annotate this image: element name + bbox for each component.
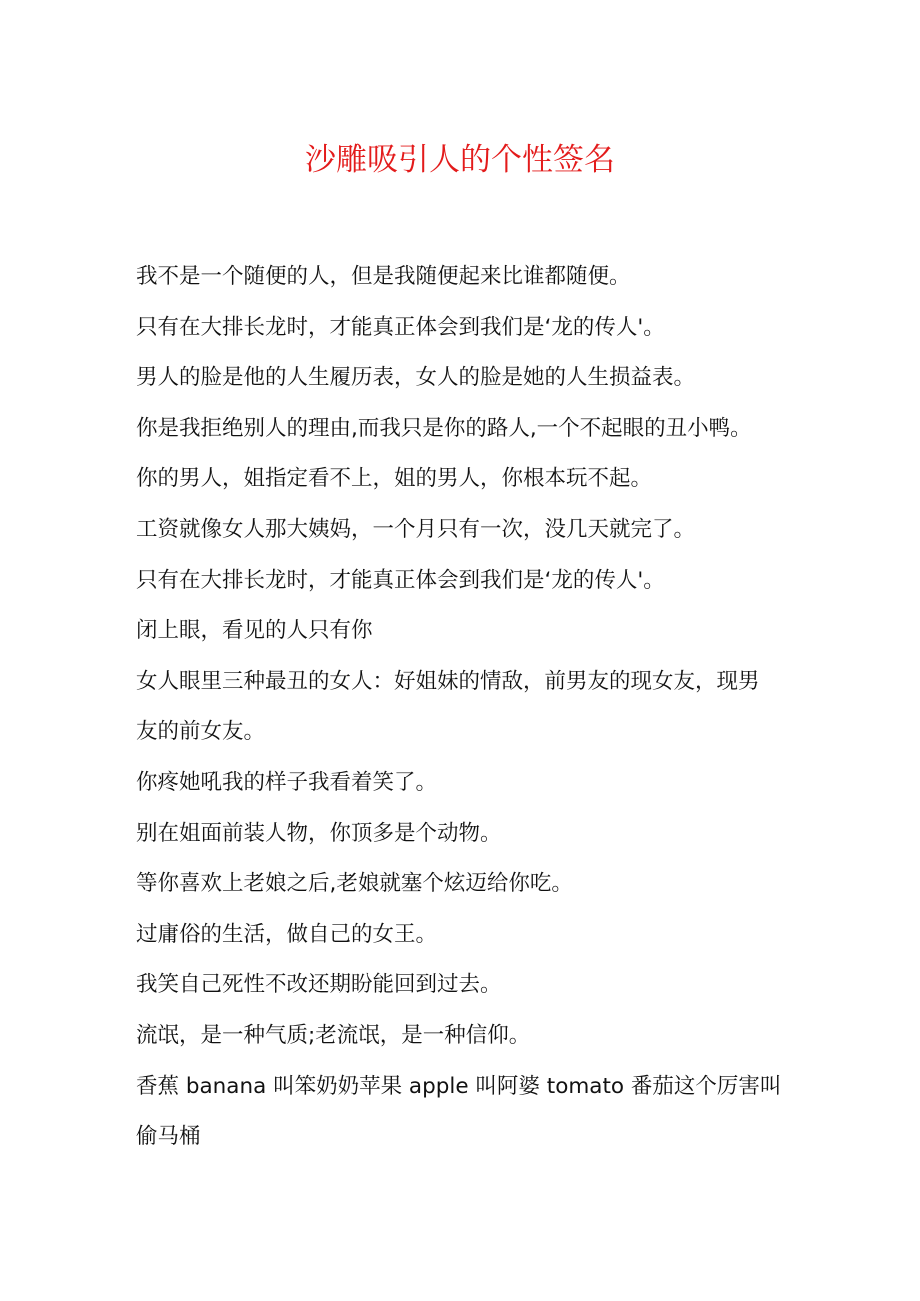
text-line: 只有在大排长龙时，才能真正体会到我们是‘龙的传人'。	[136, 567, 665, 593]
text-line: 只有在大排长龙时，才能真正体会到我们是‘龙的传人'。	[136, 314, 665, 340]
text-line: 你的男人，姐指定看不上，姐的男人，你根本玩不起。	[136, 466, 653, 492]
text-line: 我笑自己死性不改还期盼能回到过去。	[136, 972, 502, 998]
text-line: 工资就像女人那大姨妈，一个月只有一次，没几天就完了。	[136, 516, 696, 542]
text-line: 男人的脸是他的人生履历表，女人的脸是她的人生损益表。	[136, 365, 696, 391]
text-line: 你是我拒绝别人的理由,而我只是你的路人,一个不起眼的丑小鸭。	[136, 415, 752, 441]
text-line: 等你喜欢上老娘之后,老娘就塞个炫迈给你吃。	[136, 871, 573, 897]
document-body	[136, 252, 786, 1163]
text-line: 你疼她吼我的样子我看着笑了。	[136, 769, 438, 795]
document-title: 沙雕吸引人的个性签名	[305, 142, 615, 178]
text-line: 流氓，是一种气质;老流氓，是一种信仰。	[136, 1022, 531, 1048]
text-line: 友的前女友。	[136, 719, 266, 745]
text-line: 别在姐面前装人物，你顶多是个动物。	[136, 820, 502, 846]
text-line: 女人眼里三种最丑的女人：好姐妹的情敌，前男友的现女友，现男	[136, 668, 760, 694]
text-line: 偷马桶	[136, 1124, 201, 1150]
text-line: 我不是一个随便的人，但是我随便起来比谁都随便。	[136, 264, 631, 289]
text-line: 过庸俗的生活，做自己的女王。	[136, 921, 438, 947]
text-line: 香蕉 banana 叫笨奶奶苹果 apple 叫阿婆 tomato 番茄这个厉害叫	[136, 1073, 782, 1099]
text-line: 闭上眼，看见的人只有你	[136, 618, 373, 644]
